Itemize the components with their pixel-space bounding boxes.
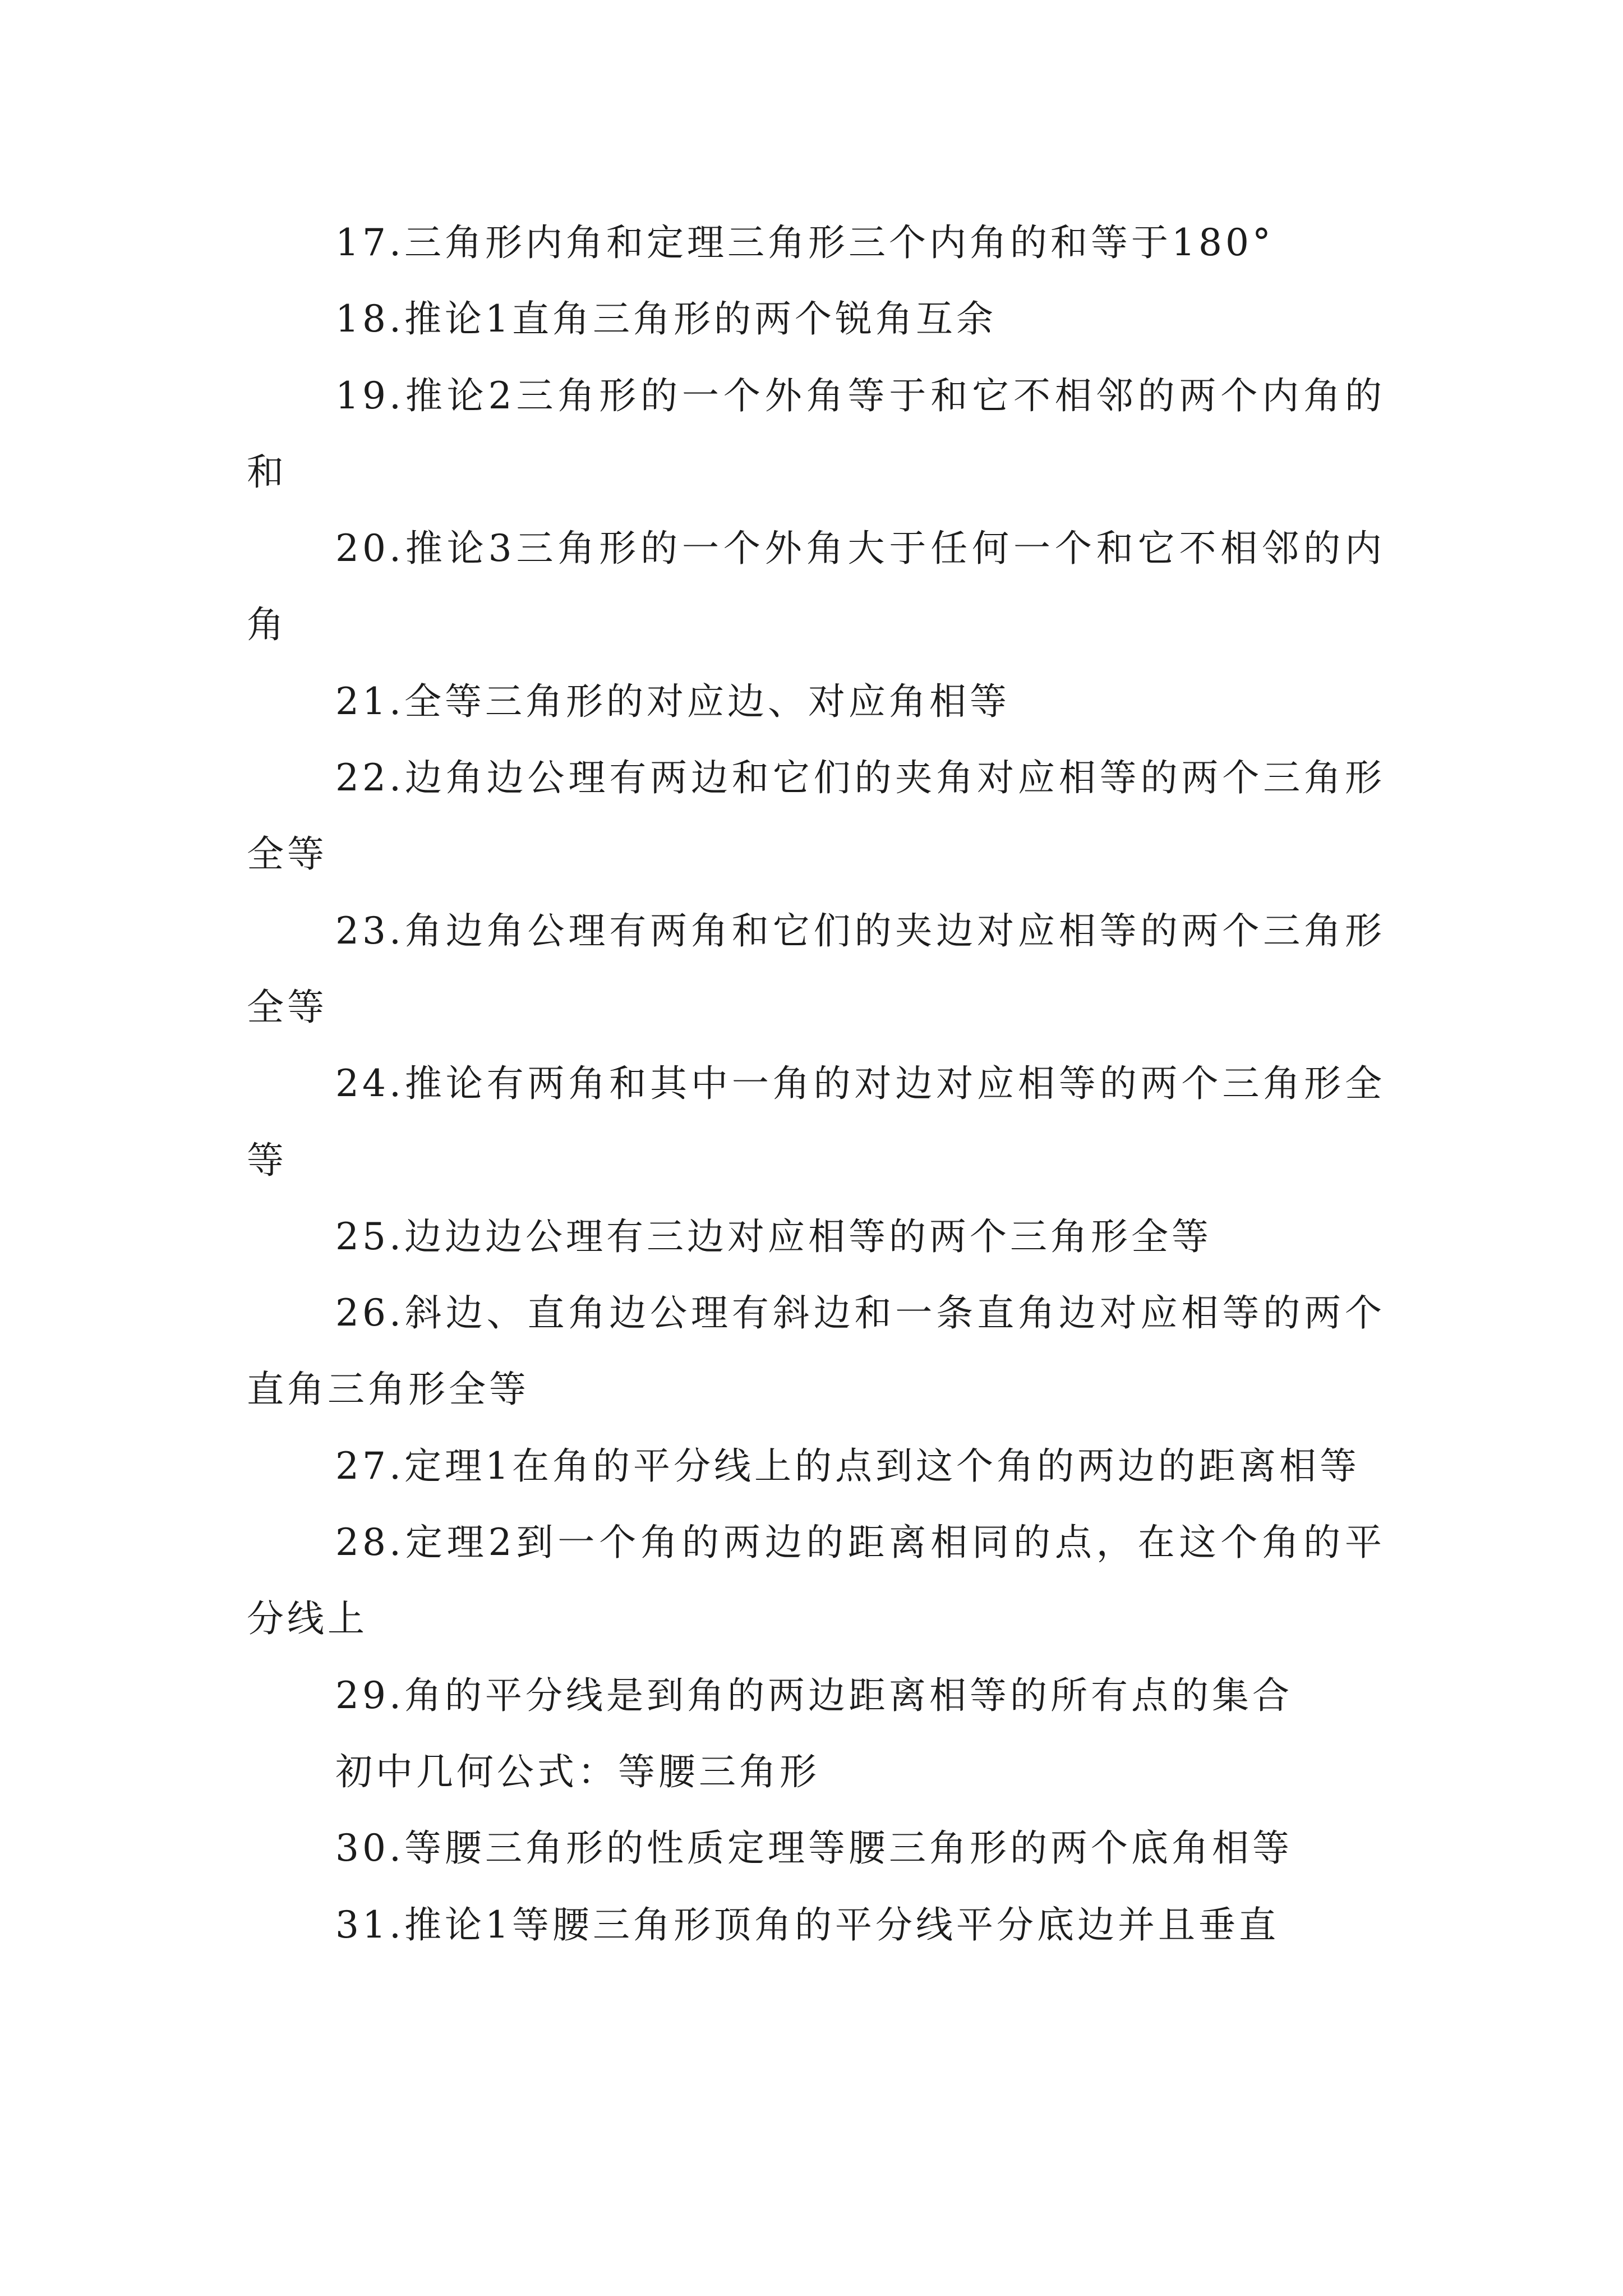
- paragraph-20: 20.推论3三角形的一个外角大于任何一个和它不相邻的内角: [247, 527, 1385, 647]
- paragraph-27: 27.定理1在角的平分线上的点到这个角的两边的距离相等: [335, 1444, 1360, 1488]
- document-body: [247, 205, 1385, 1963]
- paragraph-21: 21.全等三角形的对应边、对应角相等: [335, 679, 1010, 723]
- paragraph-31: 31.推论1等腰三角形顶角的平分线平分底边并且垂直: [335, 1903, 1279, 1947]
- paragraph-23: 23.角边角公理有两角和它们的夹边对应相等的两个三角形全等: [247, 909, 1385, 1029]
- paragraph-30: 30.等腰三角形的性质定理等腰三角形的两个底角相等: [335, 1826, 1293, 1870]
- paragraph-22: 22.边角边公理有两边和它们的夹角对应相等的两个三角形全等: [247, 756, 1385, 876]
- paragraph-26: 26.斜边、直角边公理有斜边和一条直角边对应相等的两个直角三角形全等: [247, 1291, 1385, 1411]
- paragraph-24: 24.推论有两角和其中一角的对边对应相等的两个三角形全等: [247, 1062, 1385, 1182]
- paragraph-28: 28.定理2到一个角的两边的距离相同的点，在这个角的平分线上: [247, 1521, 1385, 1641]
- paragraph-17: 17.三角形内角和定理三角形三个内角的和等于180°: [335, 221, 1274, 264]
- paragraph-29: 29.角的平分线是到角的两边距离相等的所有点的集合: [335, 1673, 1293, 1717]
- section-heading: 初中几何公式：等腰三角形: [335, 1750, 820, 1793]
- paragraph-25: 25.边边边公理有三边对应相等的两个三角形全等: [335, 1214, 1212, 1258]
- paragraph-18: 18.推论1直角三角形的两个锐角互余: [335, 297, 997, 341]
- paragraph-19: 19.推论2三角形的一个外角等于和它不相邻的两个内角的和: [247, 374, 1385, 494]
